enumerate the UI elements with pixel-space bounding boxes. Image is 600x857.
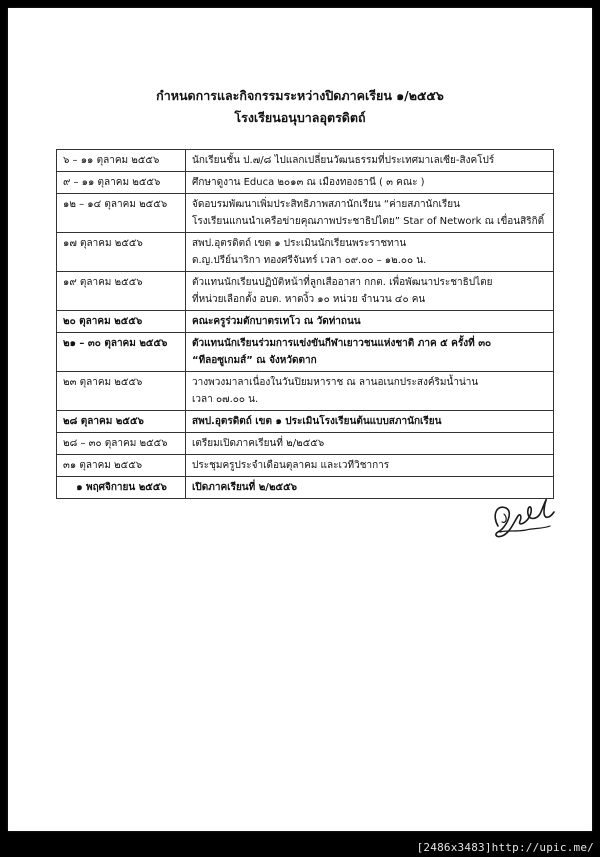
schedule-date: ๖ – ๑๑ ตุลาคม ๒๕๕๖ [57, 150, 186, 172]
activity-line: ตัวแทนนักเรียนปฏิบัติหน้าที่ลูกเสืออาสา กกต. เพื่อพัฒนาประชาธิปไตย [192, 277, 493, 288]
activity-line: จัดอบรมพัฒนาเพิ่มประสิทธิภาพสภานักเรียน “ค่ายสภานักเรียน [192, 199, 460, 210]
schedule-date: ๙ – ๑๑ ตุลาคม ๒๕๕๖ [57, 172, 186, 194]
schedule-date: ๒๘ ตุลาคม ๒๕๕๖ [57, 411, 186, 433]
schedule-date: ๒๐ ตุลาคม ๒๕๕๖ [57, 311, 186, 333]
activity-line: คณะครูร่วมตักบาตรเทโว ณ วัดท่าถนน [192, 316, 361, 327]
schedule-activity [186, 411, 554, 433]
activity-line: ตัวแทนนักเรียนร่วมการแข่งขันกีฬาเยาวชนแห่งชาติ ภาค ๕ ครั้งที่ ๓๐ [192, 338, 492, 349]
schedule-activity [186, 272, 554, 311]
schedule-activity [186, 455, 554, 477]
schedule-row [57, 172, 554, 194]
schedule-activity [186, 333, 554, 372]
schedule-body [57, 150, 554, 499]
activity-schedule-table [56, 149, 554, 499]
schedule-row [57, 311, 554, 333]
schedule-row [57, 433, 554, 455]
activity-line: “ทีลอซูเกมส์” ณ จังหวัดตาก [192, 355, 317, 366]
handwritten-signature [484, 486, 564, 546]
schedule-row [57, 194, 554, 233]
schedule-activity [186, 311, 554, 333]
schedule-row [57, 333, 554, 372]
schedule-date: ๒๘ – ๓๐ ตุลาคม ๒๕๕๖ [57, 433, 186, 455]
schedule-activity [186, 233, 554, 272]
schedule-row [57, 150, 554, 172]
activity-line: วางพวงมาลาเนื่องในวันปิยมหาราช ณ ลานอเนกประสงค์ริมน้ำน่าน [192, 377, 479, 388]
schedule-date: ๑๗ ตุลาคม ๒๕๕๖ [57, 233, 186, 272]
activity-line: ที่หน่วยเลือกตั้ง อบต. หาดงิ้ว ๑๐ หน่วย จำนวน ๔๐ คน [192, 294, 426, 305]
image-host-watermark: [2486x3483]http://upic.me/ [416, 841, 594, 854]
activity-line: เตรียมเปิดภาคเรียนที่ ๒/๒๕๕๖ [192, 438, 325, 449]
schedule-date: ๒๑ – ๓๐ ตุลาคม ๒๕๕๖ [57, 333, 186, 372]
schedule-activity [186, 150, 554, 172]
schedule-date: ๒๓ ตุลาคม ๒๕๕๖ [57, 372, 186, 411]
school-name: โรงเรียนอนุบาลอุตรดิตถ์ [234, 110, 366, 125]
schedule-date: ๑๙ ตุลาคม ๒๕๕๖ [57, 272, 186, 311]
activity-line: เวลา ๐๗.๐๐ น. [192, 394, 259, 405]
schedule-row [57, 372, 554, 411]
schedule-row [57, 477, 554, 499]
schedule-activity [186, 372, 554, 411]
activity-line: ด.ญ.ปรีย์นาริกา ทองศรีจันทร์ เวลา ๐๙.๐๐ – ๑๒.๐๐ น. [192, 255, 427, 266]
schedule-activity [186, 172, 554, 194]
activity-line: นักเรียนชั้น ป.๗/๘ ไปแลกเปลี่ยนวัฒนธรรมที่ประเทศมาเลเซีย-สิงคโปร์ [192, 155, 495, 166]
schedule-date: ๓๑ ตุลาคม ๒๕๕๖ [57, 455, 186, 477]
schedule-date: ๑๒ – ๑๔ ตุลาคม ๒๕๕๖ [57, 194, 186, 233]
activity-line: ประชุมครูประจำเดือนตุลาคม และเวทีวิชาการ [192, 460, 390, 471]
schedule-row [57, 455, 554, 477]
schedule-activity [186, 433, 554, 455]
schedule-row [57, 411, 554, 433]
schedule-row [57, 233, 554, 272]
activity-line: เปิดภาคเรียนที่ ๒/๒๕๕๖ [192, 482, 298, 493]
schedule-date: ๑ พฤศจิกายน ๒๕๕๖ [57, 477, 186, 499]
document-page [8, 8, 592, 831]
schedule-row [57, 272, 554, 311]
schedule-activity [186, 194, 554, 233]
activity-line: โรงเรียนแกนนำเครือข่ายคุณภาพประชาธิปไตย” Star of Network ณ เขื่อนสิริกิติ์ [192, 216, 545, 227]
activity-line: สพป.อุตรดิตถ์ เขต ๑ ประเมินโรงเรียนต้นแบบสภานักเรียน [192, 416, 442, 427]
activity-line: ศึกษาดูงาน Educa ๒๐๑๓ ณ เมืองทองธานี ( ๓ คณะ ) [192, 177, 425, 188]
document-title: กำหนดการและกิจกรรมระหว่างปิดภาคเรียน ๑/๒๕๕๖ [156, 88, 444, 103]
activity-line: สพป.อุตรดิตถ์ เขต ๑ ประเมินนักเรียนพระราชทาน [192, 238, 407, 249]
